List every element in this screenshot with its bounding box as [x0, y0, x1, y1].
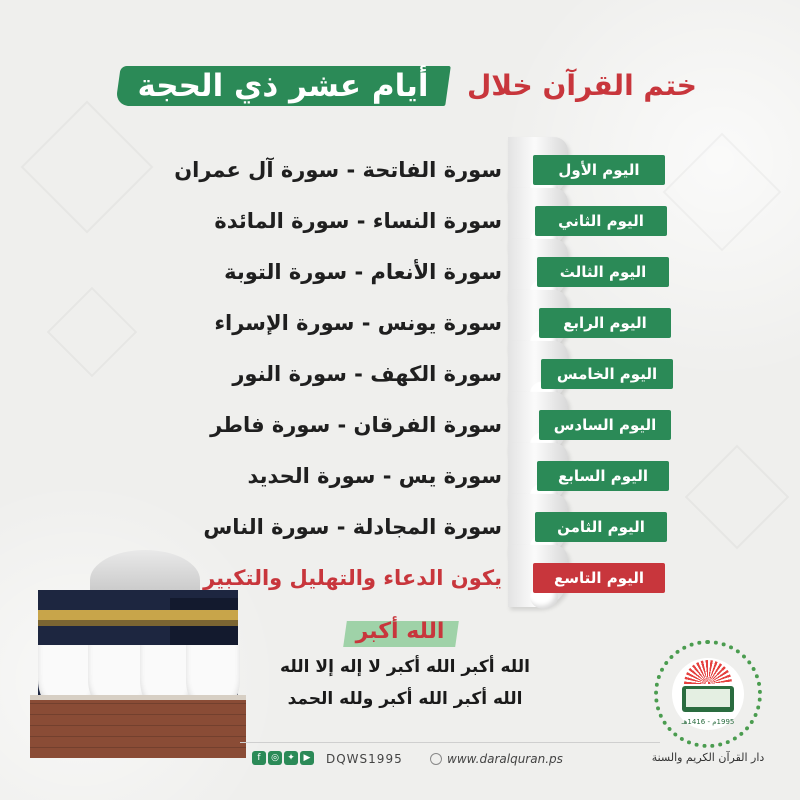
- day-label: اليوم الثالث: [537, 257, 669, 287]
- logo-year: 1995م - 1416هـ: [681, 718, 735, 726]
- organization-logo: [648, 640, 768, 770]
- surah-range: سورة يس - سورة الحديد: [247, 464, 502, 488]
- youtube-icon[interactable]: ▶: [300, 751, 314, 765]
- takbir-line: الله أكبر الله أكبر لا إله إلا الله: [280, 657, 530, 677]
- kaaba-base: [30, 700, 246, 758]
- surah-range: سورة الأنعام - سورة التوبة: [224, 260, 502, 284]
- website-link[interactable]: www.daralquran.ps: [447, 752, 563, 766]
- twitter-icon[interactable]: ✦: [284, 751, 298, 765]
- day-row: [0, 202, 800, 242]
- open-book-icon: [682, 686, 734, 712]
- day-row: [0, 355, 800, 395]
- kaaba-gold-band: [38, 610, 238, 620]
- day-label: اليوم السابع: [537, 461, 669, 491]
- facebook-icon[interactable]: f: [252, 751, 266, 765]
- day-label: اليوم السادس: [539, 410, 671, 440]
- day-row: [0, 457, 800, 497]
- surah-range: سورة الفرقان - سورة فاطر: [210, 413, 502, 437]
- surah-range: سورة الكهف - سورة النور: [232, 362, 502, 386]
- footer-divider: [240, 742, 660, 743]
- day-row: [0, 253, 800, 293]
- title-green-text: أيام عشر ذي الحجة: [137, 68, 429, 104]
- day-label: اليوم الثامن: [535, 512, 667, 542]
- day-label: اليوم الخامس: [541, 359, 673, 389]
- instagram-icon[interactable]: ◎: [268, 751, 282, 765]
- page-title: [0, 62, 800, 110]
- day-row: [0, 508, 800, 548]
- globe-icon: [430, 753, 442, 765]
- day-row: [0, 151, 800, 191]
- title-red-text: ختم القرآن خلال: [467, 69, 697, 102]
- surah-range: سورة يونس - سورة الإسراء: [214, 311, 502, 335]
- social-handle: DQWS1995: [326, 752, 403, 766]
- surah-range: يكون الدعاء والتهليل والتكبير: [203, 566, 502, 590]
- day-label: اليوم الأول: [533, 155, 665, 185]
- day-label: اليوم التاسع: [533, 563, 665, 593]
- surah-range: سورة المجادلة - سورة الناس: [203, 515, 502, 539]
- takbir-line: الله أكبر الله أكبر ولله الحمد: [287, 689, 523, 709]
- surah-range: سورة الفاتحة - سورة آل عمران: [174, 158, 502, 182]
- day-row: [0, 406, 800, 446]
- kaaba-band-shadow: [38, 620, 238, 626]
- logo-name: دار القرآن الكريم والسنة: [651, 751, 765, 764]
- day-row: [0, 304, 800, 344]
- kaaba-illustration: [20, 550, 260, 770]
- day-label: اليوم الثاني: [535, 206, 667, 236]
- takbir-title: الله أكبر: [355, 619, 445, 644]
- surah-range: سورة النساء - سورة المائدة: [214, 209, 502, 233]
- social-icons: [252, 751, 324, 767]
- day-label: اليوم الرابع: [539, 308, 671, 338]
